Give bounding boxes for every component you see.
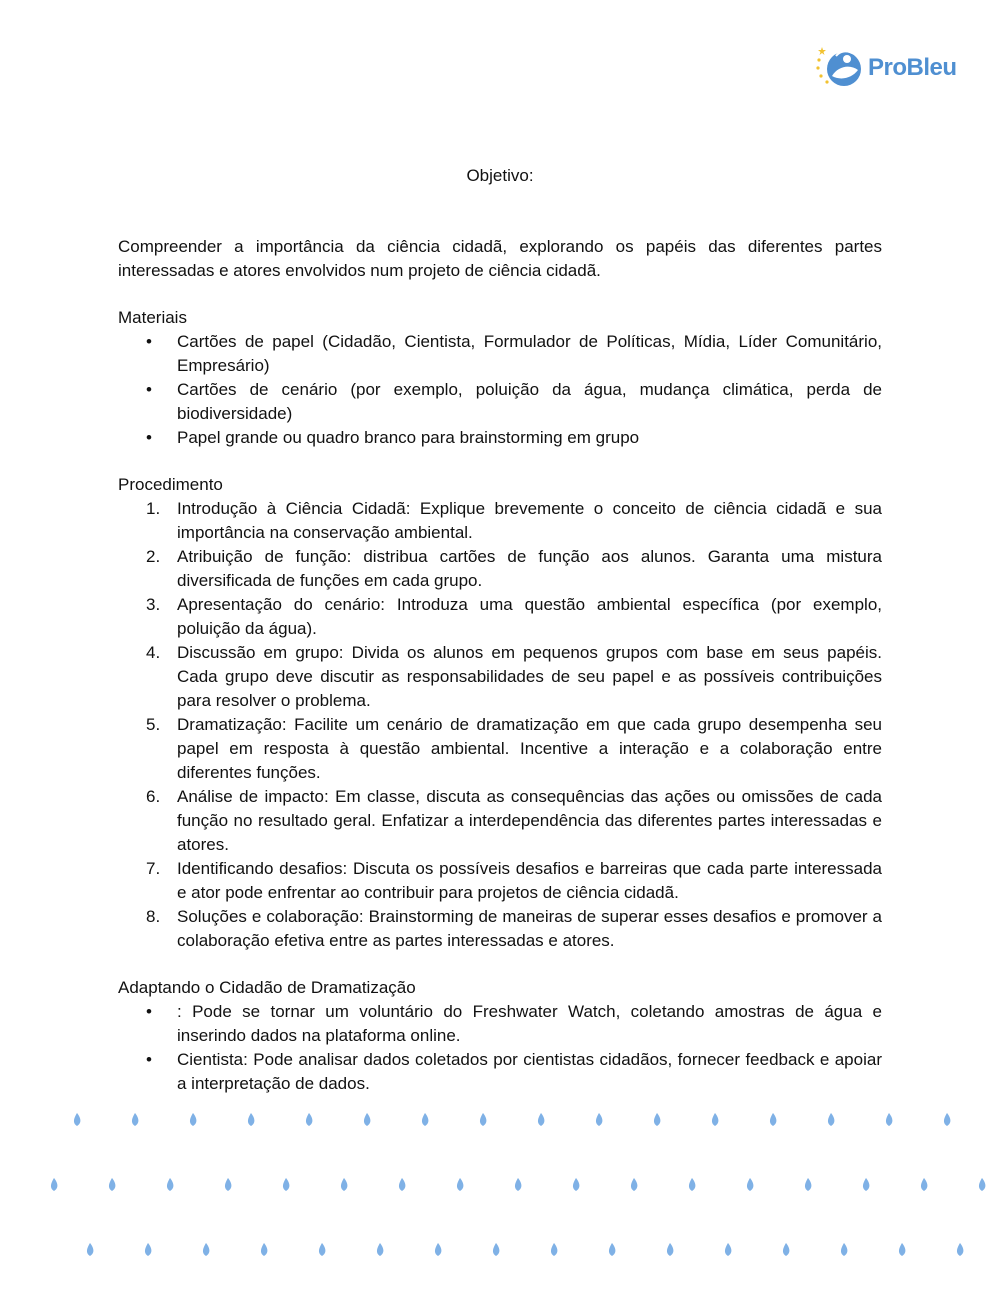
list-item	[118, 593, 882, 641]
objective-paragraph: Compreender a importância da ciência cidadã, explorando os papéis das diferentes partes interessadas e atores envolvidos num projeto de ciência cidadã.	[118, 237, 882, 280]
adaptation-heading: Adaptando o Cidadão de Dramatização	[118, 978, 416, 997]
water-drop-icon	[573, 1178, 579, 1191]
water-drop-icon	[596, 1113, 602, 1126]
step-number: 7.	[146, 859, 161, 878]
water-drop-icon	[805, 1178, 811, 1191]
step-number: 2.	[146, 547, 161, 566]
step-text: Soluções e colaboração: Brainstorming de maneiras de superar esses desafios e promover a colaboração efetiva entre as partes interessadas e atores.	[177, 907, 882, 950]
list-item: • Papel grande ou quadro branco para brainstorming em grupo	[118, 426, 882, 450]
water-drop-icon	[828, 1113, 834, 1126]
water-drop-icon	[248, 1113, 254, 1126]
water-drop-icon	[132, 1113, 138, 1126]
list-item	[118, 785, 882, 857]
list-item	[118, 545, 882, 593]
water-drop-icon	[712, 1113, 718, 1126]
water-drop-icon	[770, 1113, 776, 1126]
water-drop-icon	[609, 1243, 615, 1256]
logo-text: ProBleu	[868, 54, 957, 81]
water-drop-icon	[51, 1178, 57, 1191]
water-drop-icon	[261, 1243, 267, 1256]
water-drop-icon	[306, 1113, 312, 1126]
water-drop-icon	[667, 1243, 673, 1256]
water-drop-icon	[944, 1113, 950, 1126]
adaptation-list	[118, 1000, 882, 1096]
step-number: 5.	[146, 715, 161, 734]
water-drop-icon	[167, 1178, 173, 1191]
water-drop-icon	[377, 1243, 383, 1256]
step-text: Análise de impacto: Em classe, discuta as consequências das ações ou omissões de cada função no resultado geral. Enfatizar a interdependência das diferentes partes interessadas e atores.	[177, 787, 882, 854]
water-drop-icon	[979, 1178, 985, 1191]
list-item	[118, 713, 882, 785]
step-number: 8.	[146, 907, 161, 926]
step-number: 3.	[146, 595, 161, 614]
list-item: • Cientista: Pode analisar dados coletados por cientistas cidadãos, fornecer feedback e apoiar a interpretação de dados.	[118, 1048, 882, 1096]
water-drop-icon	[225, 1178, 231, 1191]
water-drop-icon	[515, 1178, 521, 1191]
step-number: 4.	[146, 643, 161, 662]
water-drop-icon	[551, 1243, 557, 1256]
water-drop-icon	[538, 1113, 544, 1126]
water-drop-icon	[74, 1113, 80, 1126]
water-drop-icon	[190, 1113, 196, 1126]
water-drop-icon	[283, 1178, 289, 1191]
water-drop-icon	[422, 1113, 428, 1126]
water-drop-icon	[654, 1113, 660, 1126]
water-drop-icon	[957, 1243, 963, 1256]
water-drop-icon	[319, 1243, 325, 1256]
step-number: 6.	[146, 787, 161, 806]
probleu-logo-icon	[814, 44, 864, 92]
water-drop-icon	[921, 1178, 927, 1191]
water-drop-icon	[457, 1178, 463, 1191]
water-drop-icon	[364, 1113, 370, 1126]
procedure-list	[118, 497, 882, 953]
water-drop-icon	[145, 1243, 151, 1256]
list-item	[118, 857, 882, 905]
water-drop-icon	[493, 1243, 499, 1256]
water-drop-icon	[631, 1178, 637, 1191]
materials-heading: Materiais	[118, 308, 187, 327]
step-text: Identificando desafios: Discuta os possíveis desafios e barreiras que cada parte interessada e ator pode enfrentar ao contribuir para projetos de ciência cidadã.	[177, 859, 882, 902]
step-text: Apresentação do cenário: Introduza uma questão ambiental específica (por exemplo, poluição da água).	[177, 595, 882, 638]
water-drop-icon	[109, 1178, 115, 1191]
water-drop-icon	[203, 1243, 209, 1256]
water-drop-pattern	[0, 1100, 1000, 1294]
water-drop-icon	[863, 1178, 869, 1191]
water-drop-icon	[886, 1113, 892, 1126]
water-drop-icon	[435, 1243, 441, 1256]
list-item	[118, 905, 882, 953]
water-drop-icon	[399, 1178, 405, 1191]
document-body	[118, 235, 882, 1096]
list-item: • Cartões de papel (Cidadão, Cientista, Formulador de Políticas, Mídia, Líder Comunitário, Empresário)	[118, 330, 882, 378]
step-text: Dramatização: Facilite um cenário de dramatização em que cada grupo desempenha seu papel em resposta à questão ambiental. Incentive a interação e a colaboração entre diferentes funções.	[177, 715, 882, 782]
water-drop-icon	[899, 1243, 905, 1256]
procedure-heading: Procedimento	[118, 475, 223, 494]
step-text: Atribuição de função: distribua cartões de função aos alunos. Garanta uma mistura diversificada de funções em cada grupo.	[177, 547, 882, 590]
step-text: Discussão em grupo: Divida os alunos em pequenos grupos com base em seus papéis. Cada grupo deve discutir as responsabilidades de seu papel e as possíveis contribuições para resolver o problema.	[177, 643, 882, 710]
water-drop-icon	[725, 1243, 731, 1256]
list-item	[118, 497, 882, 545]
water-drop-icon	[747, 1178, 753, 1191]
water-drop-icon	[841, 1243, 847, 1256]
water-drop-icon	[783, 1243, 789, 1256]
list-item	[118, 641, 882, 713]
list-item: • Cartões de cenário (por exemplo, poluição da água, mudança climática, perda de biodiversidade)	[118, 378, 882, 426]
water-drop-icon	[480, 1113, 486, 1126]
step-number: 1.	[146, 499, 161, 518]
probleu-logo	[814, 44, 957, 92]
water-drop-icon	[341, 1178, 347, 1191]
materials-list	[118, 330, 882, 450]
page-title: Objetivo:	[466, 166, 534, 185]
list-item: • : Pode se tornar um voluntário do Freshwater Watch, coletando amostras de água e inserindo dados na plataforma online.	[118, 1000, 882, 1048]
water-drop-icon	[87, 1243, 93, 1256]
water-drop-icon	[689, 1178, 695, 1191]
step-text: Introdução à Ciência Cidadã: Explique brevemente o conceito de ciência cidadã e sua importância na conservação ambiental.	[177, 499, 882, 542]
